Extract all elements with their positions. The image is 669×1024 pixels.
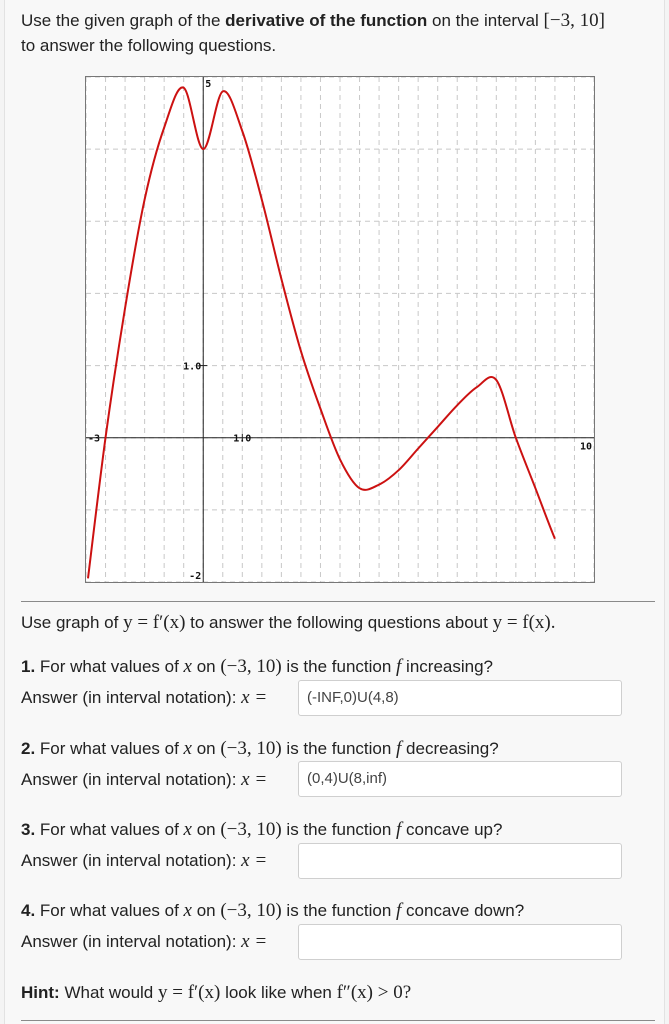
question-2-text-1: For what values of — [35, 739, 184, 758]
answer-2-math: x = — [241, 769, 268, 790]
question-1-text-2: on — [191, 657, 221, 676]
hint-math-2: f″(x) > 0? — [336, 982, 412, 1003]
subheading-math-2: y = f(x). — [492, 612, 556, 633]
intro-text-3: to answer the following questions. — [21, 36, 277, 55]
question-1-text-4: increasing? — [401, 657, 493, 676]
answer-3-input[interactable] — [298, 843, 622, 879]
question-4-text-3: is the function — [281, 901, 397, 920]
question-2 — [21, 737, 651, 761]
problem-intro — [21, 8, 651, 58]
question-2-fn: f — [396, 738, 402, 759]
question-1-var: x — [183, 656, 192, 677]
hint — [21, 981, 651, 1005]
tick-label-x-right: 10 — [579, 441, 592, 453]
question-3-number: 3. — [21, 820, 36, 839]
answer-3-label: Answer (in interval notation): — [21, 851, 242, 870]
question-2-text-2: on — [191, 739, 221, 758]
derivative-graph — [85, 76, 595, 583]
divider-top — [21, 601, 655, 602]
subheading-text-1: Use graph of — [21, 613, 124, 632]
question-3 — [21, 818, 651, 842]
question-3-var: x — [183, 819, 192, 840]
answer-1-input[interactable]: (-INF,0)U(4,8) — [298, 680, 622, 716]
question-2-interval: (−3, 10) — [220, 738, 282, 759]
question-2-text-3: is the function — [281, 739, 397, 758]
answer-4-label: Answer (in interval notation): — [21, 932, 242, 951]
question-3-interval: (−3, 10) — [220, 819, 282, 840]
answer-3-math: x = — [241, 850, 268, 871]
question-4-interval: (−3, 10) — [220, 900, 282, 921]
question-1 — [21, 655, 651, 679]
question-4-text-4: concave down? — [401, 901, 525, 920]
tick-label-y-top: 5 — [205, 79, 212, 90]
question-3-fn: f — [396, 819, 402, 840]
question-4-var: x — [183, 900, 192, 921]
problem-card — [4, 0, 665, 1024]
question-2-number: 2. — [21, 739, 36, 758]
intro-text-2: on the interval — [427, 11, 544, 30]
question-4-text-1: For what values of — [35, 901, 184, 920]
answer-2-input[interactable]: (0,4)U(8,inf) — [298, 761, 622, 797]
graph-svg — [86, 77, 594, 582]
question-4-fn: f — [396, 900, 402, 921]
question-1-fn: f — [396, 656, 402, 677]
hint-text-2: look like when — [220, 983, 337, 1002]
question-3-text-4: concave up? — [401, 820, 503, 839]
question-4-number: 4. — [21, 901, 36, 920]
question-1-text-1: For what values of — [35, 657, 184, 676]
hint-label: Hint: — [21, 983, 60, 1002]
question-2-var: x — [183, 738, 192, 759]
intro-text-1: Use the given graph of the — [21, 11, 226, 30]
answer-2-label: Answer (in interval notation): — [21, 770, 242, 789]
question-1-text-3: is the function — [281, 657, 397, 676]
question-3-text-1: For what values of — [35, 820, 184, 839]
subheading-math-1: y = f′(x) — [123, 612, 186, 633]
tick-label-x-left: -3 — [88, 433, 101, 445]
subheading — [21, 611, 651, 635]
intro-bold-text: derivative of the function — [225, 11, 428, 30]
hint-math-1: y = f′(x) — [157, 982, 221, 1003]
tick-label-x-mid: 1.0 — [233, 433, 252, 445]
question-3-text-3: is the function — [281, 820, 397, 839]
hint-text-1: What would — [59, 983, 158, 1002]
question-2-text-4: decreasing? — [401, 739, 499, 758]
question-1-number: 1. — [21, 657, 36, 676]
answer-4-input[interactable] — [298, 924, 622, 960]
answer-1-label: Answer (in interval notation): — [21, 688, 242, 707]
question-1-interval: (−3, 10) — [220, 656, 282, 677]
derivative-curve — [88, 87, 555, 578]
divider-bottom — [21, 1020, 655, 1021]
answer-1-math: x = — [241, 687, 268, 708]
question-4-text-2: on — [191, 901, 221, 920]
question-4 — [21, 899, 651, 923]
subheading-text-2: to answer the following questions about — [185, 613, 493, 632]
tick-label-y-bottom: -2 — [189, 571, 202, 582]
intro-interval: [−3, 10] — [543, 10, 605, 31]
answer-4-math: x = — [241, 931, 268, 952]
question-3-text-2: on — [191, 820, 221, 839]
tick-label-y-mid: 1.0 — [183, 361, 202, 373]
